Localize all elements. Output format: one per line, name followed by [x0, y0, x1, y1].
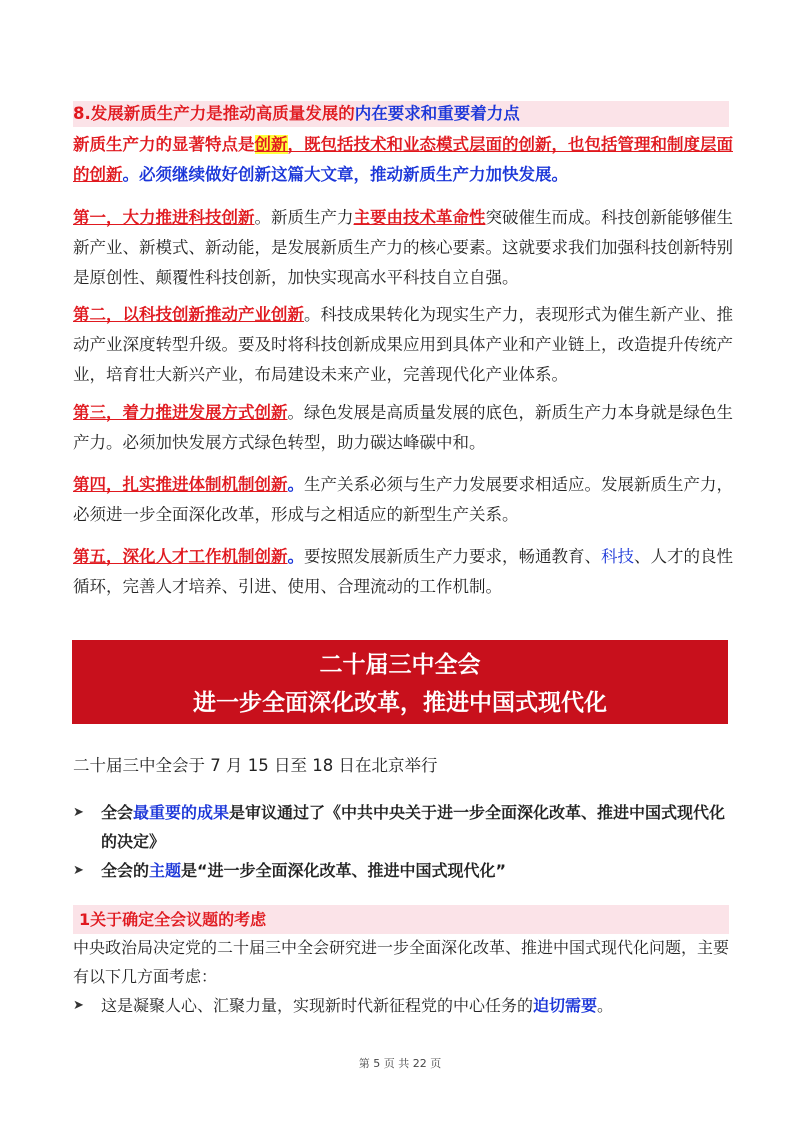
banner-title: 二十届三中全会	[319, 652, 481, 678]
bullet-text: 是审议通过了《中共中央关于进一步全面深化改革、推进中国式现代化的决定》	[101, 803, 726, 851]
heading-part-a: 8.发展新质生产力是推动高质量发展的	[73, 104, 355, 123]
summary-text-4: 。必须继续做好创新这篇大文章，推动新质生产力加快发展。	[122, 165, 568, 184]
bullet-text: 这是凝聚人心、汇聚力量，实现新时代新征程党的中心任务的	[101, 996, 534, 1015]
summary-text-3: 创新	[89, 165, 123, 184]
bullet-item-2	[73, 856, 733, 885]
point-emphasis: 主要由技术革命性	[353, 208, 486, 227]
bullet-text: 全会的	[101, 861, 150, 880]
arrow-bullet-icon: ➤	[73, 805, 84, 820]
bullet-text: 是“进一步全面深化改革、推进中国式现代化”	[181, 861, 507, 880]
point-2	[73, 300, 733, 390]
point-label: 第一，大力推进科技创新	[73, 208, 255, 227]
point-1	[73, 203, 733, 293]
summary-text-2: ，既包括技术和业态模式层面的创新，也包括管理和制度层面的	[73, 135, 733, 184]
point-label: 第三，着力推进发展方式创新	[73, 403, 288, 422]
point-label: 第四，扎实推进体制机制创新	[73, 475, 288, 494]
point-punct: 。	[287, 475, 304, 494]
sub-heading	[73, 905, 729, 934]
point-emphasis: 科技	[601, 547, 634, 566]
point-text: 要按照发展新质生产力要求，畅通教育、	[304, 547, 601, 566]
section-8-summary	[73, 130, 733, 190]
point-punct: 。	[287, 547, 304, 566]
summary-keyword: 创新	[254, 135, 288, 154]
bullet-item-3	[73, 991, 733, 1020]
point-text: 突破催生而成。科技创新能够催生新产业、新模式、新动能，是发展新质生产力的核心要素。这就要求我们加强科技创新特别是原创性、颠覆性科技创新，加快实现高水平科技自立自强。	[73, 208, 733, 287]
bullet-text: 。	[597, 996, 614, 1015]
bullet-item-1	[73, 798, 733, 856]
arrow-bullet-icon: ➤	[73, 998, 84, 1013]
bullet-text: 全会	[101, 803, 134, 822]
bullet-emphasis: 最重要的成果	[133, 803, 230, 822]
banner-subtitle: 进一步全面深化改革，推进中国式现代化	[193, 690, 607, 716]
point-3	[73, 398, 733, 458]
bullet-emphasis: 主题	[149, 861, 182, 880]
point-text: 。绿色发展是高质量发展的底色，新质生产力本身就是绿色生产力。必须加快发展方式绿色转型，助力碳达峰碳中和。	[73, 403, 733, 452]
summary-text-1: 新质生产力的显著特点是	[73, 135, 255, 154]
section-banner	[72, 640, 728, 724]
sub-paragraph: 中央政治局决定党的二十届三中全会研究进一步全面深化改革、推进中国式现代化问题，主要有以下几方面考虑：	[73, 938, 730, 986]
point-text: 、人才的良性循环，完善人才培养、引进、使用、合理流动的工作机制。	[73, 547, 733, 596]
heading-part-b: 内在要求和重要着力点	[354, 104, 520, 123]
point-text: 。新质生产力	[254, 208, 354, 227]
point-5	[73, 542, 733, 602]
point-label: 第二，以科技创新推动产业创新	[73, 305, 304, 324]
point-text: 。科技成果转化为现实生产力，表现形式为催生新产业、推动产业深度转型升级。要及时将科技创新成果应用到具体产业和产业链上，改造提升传统产业，培育壮大新兴产业，布局建设未来产业，完善现代化产业体系。	[73, 305, 733, 384]
section-8-heading	[73, 101, 729, 127]
point-text: 生产关系必须与生产力发展要求相适应。发展新质生产力，必须进一步全面深化改革，形成与之相适应的新型生产关系。	[73, 475, 733, 524]
meeting-intro: 二十届三中全会于 7 月 15 日至 18 日在北京举行	[73, 756, 438, 775]
bullet-emphasis: 迫切需要	[533, 996, 598, 1015]
sub-heading-text: 1关于确定全会议题的考虑	[79, 910, 267, 929]
point-4	[73, 470, 733, 530]
page-footer: 第 5 页 共 22 页	[358, 1057, 442, 1070]
arrow-bullet-icon: ➤	[73, 863, 84, 878]
point-label: 第五，深化人才工作机制创新	[73, 547, 288, 566]
